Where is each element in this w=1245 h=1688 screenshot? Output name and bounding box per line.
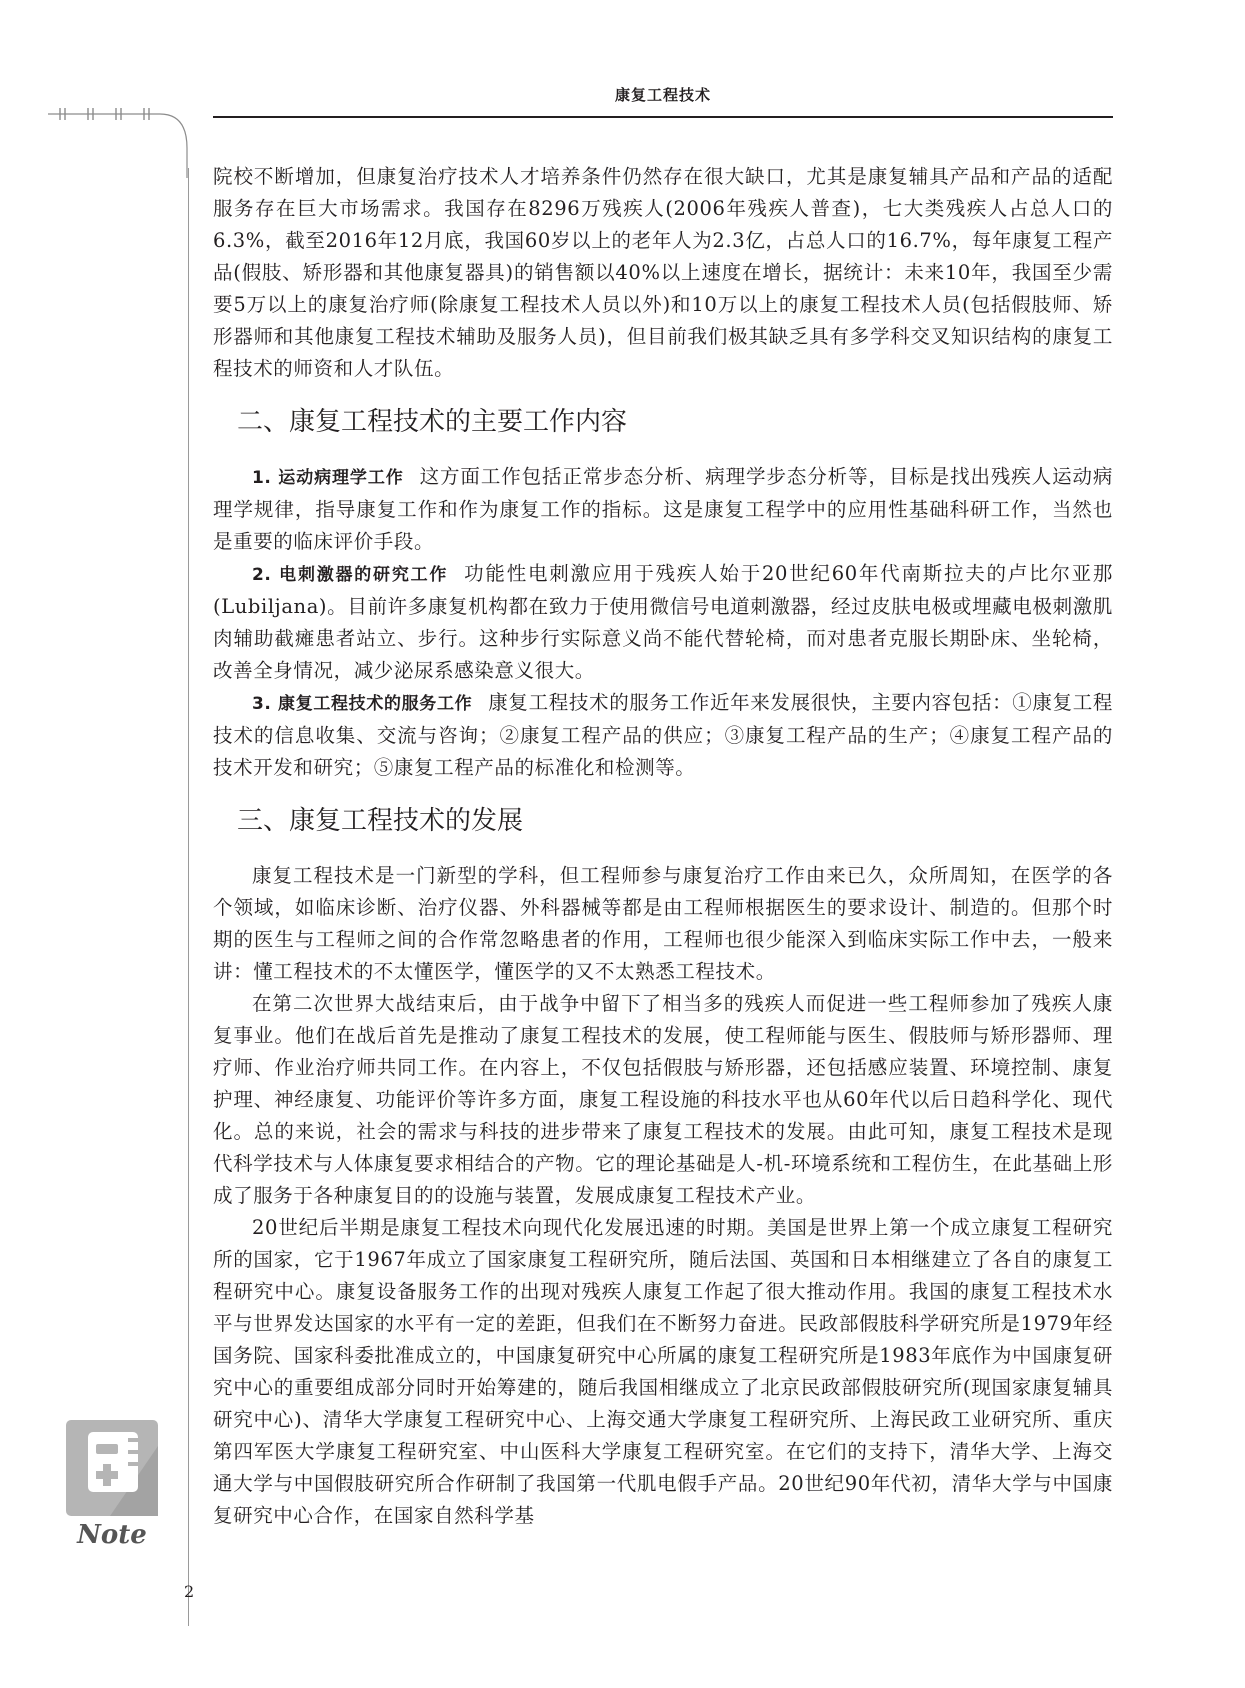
list-item bbox=[213, 558, 1113, 687]
item-text: 这方面工作包括正常步态分析、病理学步态分析等，目标是找出残疾人运动病理学规律，指导康复工作和作为康复工作的指标。这是康复工程学中的应用性基础科研工作，当然也是重要的临床评价手段。 bbox=[213, 465, 1113, 553]
margin-ornament-icon bbox=[48, 108, 198, 178]
list-item bbox=[213, 461, 1113, 558]
body-paragraph: 20世纪后半期是康复工程技术向现代化发展迅速的时期。美国是世界上第一个成立康复工程研究所的国家，它于1967年成立了国家康复工程研究所，随后法国、英国和日本相继建立了各自的康复工程研究中心。康复设备服务工作的出现对残疾人康复工作起了很大推动作用。我国的康复工程技术水平与世界发达国家的水平有一定的差距，但我们在不断努力奋进。民政部假肢科学研究所是1979年经国务院、国家科委批准成立的，中国康复研究中心所属的康复工程研究所是1983年底作为中国康复研究中心的重要组成部分同时开始筹建的，随后我国相继成立了北京民政部假肢研究所(现国家康复辅具研究中心)、清华大学康复工程研究中心、上海交通大学康复工程研究所、上海民政工业研究所、重庆第四军医大学康复工程研究室、中山医科大学康复工程研究室。在它们的支持下，清华大学、上海交通大学与中国假肢研究所合作研制了我国第一代肌电假手产品。20世纪90年代初，清华大学与中国康复研究中心合作，在国家自然科学基 bbox=[213, 1216, 1113, 1527]
item-lead: 2. 电刺激器的研究工作 bbox=[252, 565, 449, 585]
page-number: 2 bbox=[184, 1582, 195, 1601]
section-heading: 二、康复工程技术的主要工作内容 bbox=[237, 407, 628, 437]
notebook-icon bbox=[66, 1420, 158, 1516]
running-header-title: 康复工程技术 bbox=[614, 86, 711, 104]
body-paragraph: 在第二次世界大战结束后，由于战争中留下了相当多的残疾人而促进一些工程师参加了残疾人康复事业。他们在战后首先是推动了康复工程技术的发展，使工程师能与医生、假肢师与矫形器师、理疗师、作业治疗师共同工作。在内容上，不仅包括假肢与矫形器，还包括感应装置、环境控制、康复护理、神经康复、功能评价等许多方面，康复工程设施的科技水平也从60年代以后日趋科学化、现代化。总的来说，社会的需求与科技的进步带来了康复工程技术的发展。由此可知，康复工程技术是现代科学技术与人体康复要求相结合的产物。它的理论基础是人-机-环境系统和工程仿生，在此基础上形成了服务于各种康复目的的设施与装置，发展成康复工程技术产业。 bbox=[213, 992, 1113, 1207]
item-lead: 3. 康复工程技术的服务工作 bbox=[252, 694, 473, 714]
list-item bbox=[213, 687, 1113, 784]
note-badge bbox=[66, 1420, 158, 1550]
item-text: 康复工程技术的服务工作近年来发展很快，主要内容包括：①康复工程技术的信息收集、交流与咨询；②康复工程产品的供应；③康复工程产品的生产；④康复工程产品的技术开发和研究；⑤康复工程产品的标准化和检测等。 bbox=[213, 691, 1113, 779]
body-paragraph: 康复工程技术是一门新型的学科，但工程师参与康复治疗工作由来已久，众所周知，在医学的各个领域，如临床诊断、治疗仪器、外科器械等都是由工程师根据医生的要求设计、制造的。但那个时期的医生与工程师之间的合作常忽略患者的作用，工程师也很少能深入到临床实际工作中去，一般来讲：懂工程技术的不太懂医学，懂医学的又不太熟悉工程技术。 bbox=[213, 864, 1113, 983]
item-lead: 1. 运动病理学工作 bbox=[252, 468, 404, 488]
header-rule bbox=[213, 116, 1113, 118]
page-body bbox=[213, 161, 1113, 1532]
note-label: Note bbox=[77, 1520, 147, 1550]
section-heading: 三、康复工程技术的发展 bbox=[237, 806, 524, 836]
body-paragraph: 院校不断增加，但康复治疗技术人才培养条件仍然存在很大缺口，尤其是康复辅具产品和产品的适配服务存在巨大市场需求。我国存在8296万残疾人(2006年残疾人普查)，七大类残疾人占总人口的6.3%，截至2016年12月底，我国60岁以上的老年人为2.3亿，占总人口的16.7%，每年康复工程产品(假肢、矫形器和其他康复器具)的销售额以40%以上速度在增长，据统计：未来10年，我国至少需要5万以上的康复治疗师(除康复工程技术人员以外)和10万以上的康复工程技术人员(包括假肢师、矫形器师和其他康复工程技术辅助及服务人员)，但目前我们极其缺乏具有多学科交叉知识结构的康复工程技术的师资和人才队伍。 bbox=[213, 165, 1113, 380]
margin-rule bbox=[188, 168, 189, 1626]
item-text: 功能性电刺激应用于残疾人始于20世纪60年代南斯拉夫的卢比尔亚那(Lubiljana)。目前许多康复机构都在致力于使用微信号电道刺激器，经过皮肤电极或埋藏电极刺激肌肉辅助截瘫患者站立、步行。这种步行实际意义尚不能代替轮椅，而对患者克服长期卧床、坐轮椅，改善全身情况，减少泌尿系感染意义很大。 bbox=[213, 562, 1113, 682]
